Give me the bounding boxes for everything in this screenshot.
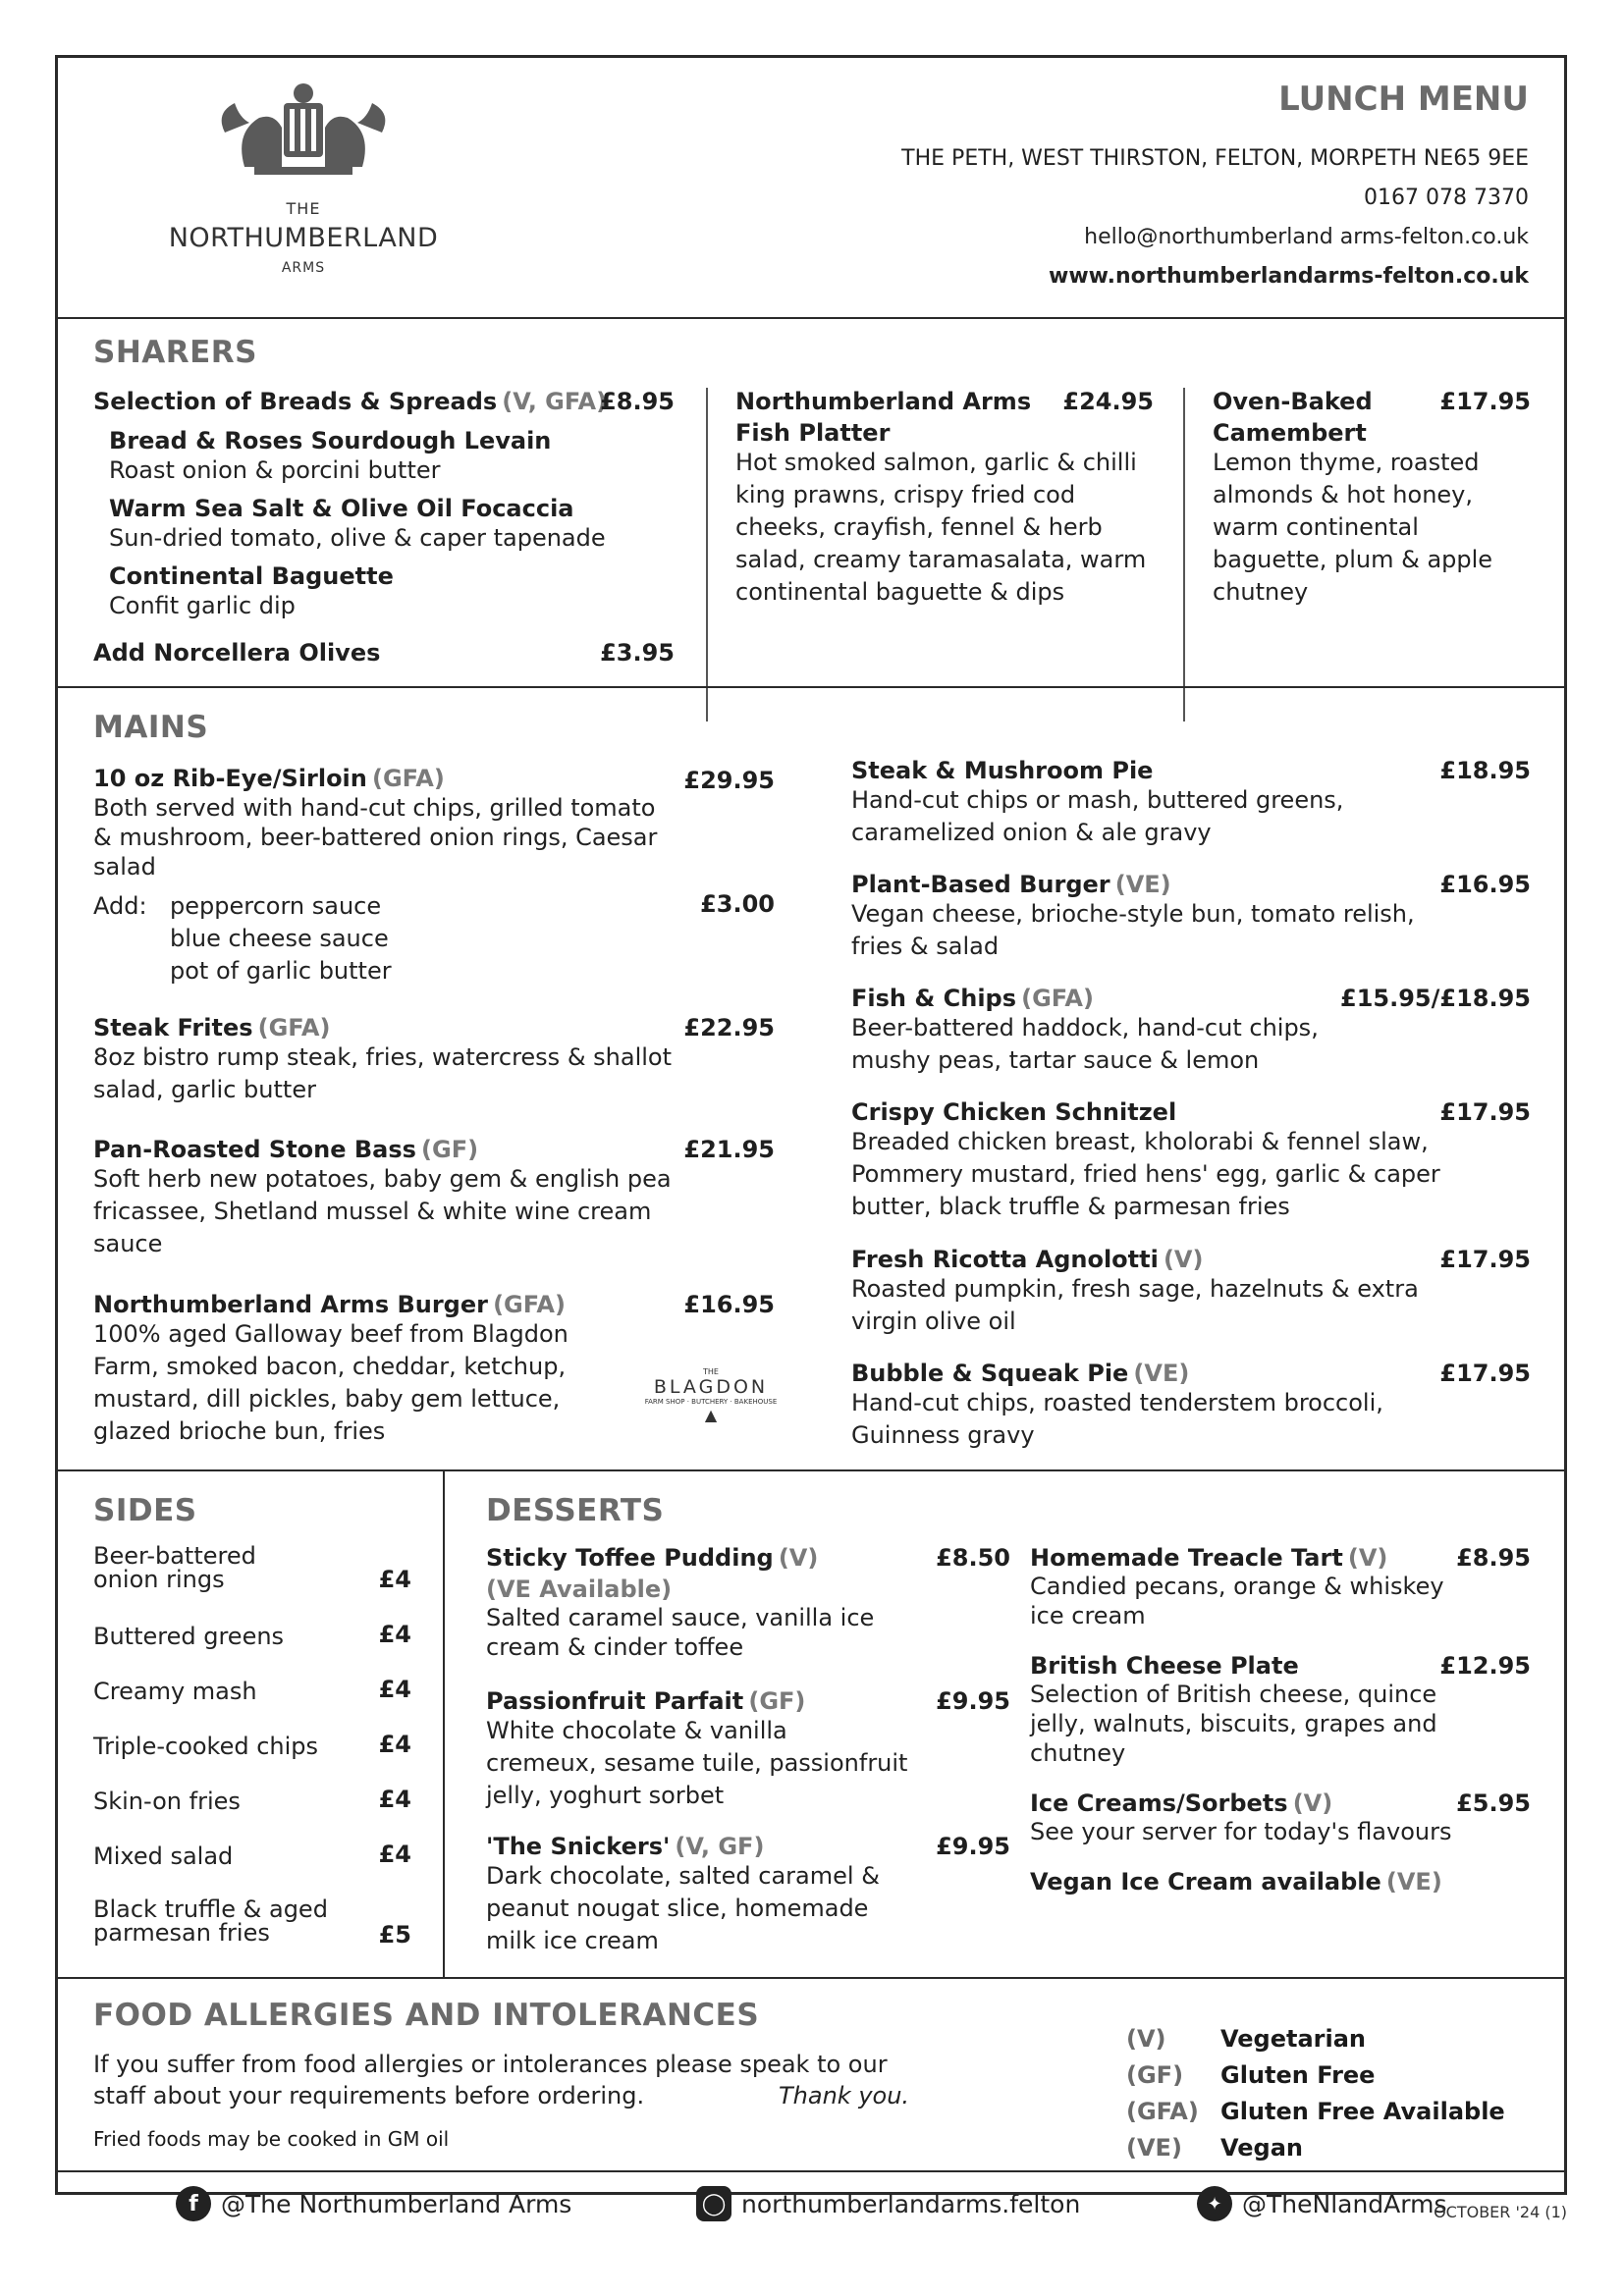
instagram-link[interactable] [696,2186,1080,2221]
item-price: £16.95 [1439,871,1531,898]
desc-line: cremeux, sesame tuile, passionfruit [486,1749,908,1777]
item-name: Oven-Baked [1213,388,1373,415]
mains-title: MAINS [93,710,209,745]
camembert-item [1213,388,1527,609]
item-name-2: Fish Platter [735,419,891,447]
email-link[interactable]: hello@northumberland arms-felton.co.uk [1084,225,1529,249]
desc-line: fries & salad [851,933,1000,960]
item-price: £8.95 [1456,1544,1531,1572]
legend-label: Vegetarian [1220,2025,1367,2053]
cow-icon: ▲ [704,1406,718,1424]
desc-line: warm continental [1213,513,1419,541]
item-tag: (GFA) [1021,985,1094,1012]
desc-line: jelly, walnuts, biscuits, grapes and [1030,1710,1437,1737]
thanks-text: Thank you. [779,2082,910,2109]
platter-item [735,388,1167,609]
item-price: £12.95 [1439,1652,1531,1680]
desc-line: salad, creamy taramasalata, warm [735,546,1147,573]
desc-line: Hand-cut chips or mash, buttered greens, [851,786,1344,814]
item-tag: (VE) [1385,1868,1442,1896]
item-name: Sticky Toffee Pudding [486,1544,774,1572]
legend-key: (V) [1126,2025,1166,2053]
desc-line: Salted caramel sauce, vanilla ice [486,1604,875,1631]
desc-line: White chocolate & vanilla [486,1717,787,1744]
side-item [93,1897,328,1945]
sides-title: SIDES [93,1493,197,1528]
desc-line: glazed brioche bun, fries [93,1417,386,1445]
dessert-item [1030,1868,1521,1896]
side-price: £4 [378,1676,411,1703]
add-price: £3.00 [700,890,775,918]
desc-line: mustard, dill pickles, baby gem lettuce, [93,1385,561,1413]
menu-title: LUNCH MENU [1278,80,1529,119]
breads-sub-2 [109,495,698,555]
desc-line: butter, black truffle & parmesan fries [851,1193,1290,1220]
desc-line: cheeks, crayfish, fennel & herb [735,513,1103,541]
add-options [170,890,392,988]
desc-line: virgin olive oil [851,1308,1016,1335]
logo [168,74,439,290]
olives-name: Add Norcellera Olives [93,639,381,667]
item-name: Fish & Chips [851,985,1017,1012]
desc-line: Lemon thyme, roasted [1213,449,1480,476]
desc-line: & mushroom, beer-battered onion rings, Caesar [93,824,658,851]
main-item [93,1291,643,1448]
twitter-link[interactable] [1197,2186,1447,2221]
desc-line: Both served with hand-cut chips, grilled tomato [93,794,656,822]
legend-label: Vegan [1220,2134,1303,2162]
item-tag: (VE) [1133,1360,1190,1387]
desc-line: sauce [93,1230,163,1257]
item-tag: (GF) [421,1136,479,1163]
desc-line: fricassee, Shetland mussel & white wine cream [93,1198,652,1225]
crest-icon [205,74,402,191]
item-tag: (GFA) [371,765,445,792]
facebook-handle: @The Northumberland Arms [221,2189,572,2218]
blagdon-name: BLAGDON [653,1376,769,1398]
sub-desc: Sun-dried tomato, olive & caper tapenade [109,524,606,552]
item-price: £8.50 [936,1544,1010,1572]
blagdon-the: THE [703,1367,719,1376]
gm-oil-note: Fried foods may be cooked in GM oil [93,2127,450,2151]
legend-label: Gluten Free Available [1220,2098,1505,2125]
legend-row [1126,2098,1505,2125]
item-price: £17.95 [1439,1360,1531,1387]
desc-line: almonds & hot honey, [1213,481,1473,508]
desserts-title: DESSERTS [486,1493,665,1528]
item-name: Northumberland Arms Burger [93,1291,488,1318]
desc-line: See your server for today's flavours [1030,1818,1452,1845]
add-option: blue cheese sauce [170,925,389,952]
item-tag: (GFA) [493,1291,566,1318]
item-tag: (V) [1163,1246,1204,1273]
desc-line: Soft herb new potatoes, baby gem & english pea [93,1165,672,1193]
allergies-text: If you suffer from food allergies or intolerances please speak to our [93,2051,888,2078]
desc-line: caramelized onion & ale gravy [851,819,1212,846]
desc-line: Beer-battered haddock, hand-cut chips, [851,1014,1319,1041]
desc-line: continental baguette & dips [735,578,1065,606]
item-tag: (GFA) [257,1014,331,1041]
desc-line: cream & cinder toffee [486,1633,744,1661]
sub-name: Bread & Roses Sourdough Levain [109,427,552,454]
item-price: £22.95 [683,1014,775,1041]
side-name: Beer-battered [93,1542,256,1570]
sub-name: Warm Sea Salt & Olive Oil Focaccia [109,495,574,522]
website-link[interactable]: www.northumberlandarms-felton.co.uk [1049,264,1529,289]
item-tag: (GF) [748,1687,806,1715]
instagram-icon: ◯ [696,2186,731,2221]
desc-line: 8oz bistro rump steak, fries, watercress & shallot [93,1043,673,1071]
facebook-icon: f [176,2186,211,2221]
desc-line: chutney [1213,578,1309,606]
item-tag-2: (VE Available) [486,1575,673,1603]
desc-line: mushy peas, tartar sauce & lemon [851,1046,1260,1074]
divider [58,1977,1564,1979]
side-price: £4 [378,1731,411,1758]
item-name: 'The Snickers' [486,1833,671,1860]
edition-date: OCTOBER '24 (1) [1434,2203,1567,2221]
item-price: £29.95 [683,767,775,794]
add-option: pot of garlic butter [170,957,392,985]
instagram-handle: northumberlandarms.felton [741,2189,1081,2218]
add-label: Add: [93,892,147,920]
side-item: Buttered greens [93,1623,285,1650]
desc-line: 100% aged Galloway beef from Blagdon [93,1320,568,1348]
desc-line: Hand-cut chips, roasted tenderstem broccoli, [851,1389,1383,1416]
blagdon-sub: FARM SHOP · BUTCHERY · BAKEHOUSE [644,1398,778,1406]
side-price: £4 [378,1566,411,1593]
legend-row [1126,2061,1375,2089]
address: THE PETH, WEST THIRSTON, FELTON, MORPETH NE65 9EE [901,146,1529,171]
side-price: £5 [378,1921,411,1949]
desc-line: Pommery mustard, fried hens' egg, garlic & caper [851,1160,1440,1188]
item-name-2: Camembert [1213,419,1367,447]
item-price: £18.95 [1439,757,1531,784]
legend-key: (GF) [1126,2061,1184,2089]
item-name: Selection of Breads & Spreads [93,388,498,415]
desc-line: Guinness gravy [851,1421,1035,1449]
facebook-link[interactable] [176,2186,571,2221]
item-name: Steak & Mushroom Pie [851,757,1154,784]
sub-desc: Roast onion & porcini butter [109,456,441,484]
olives-price: £3.95 [600,639,675,667]
desc-line: jelly, yoghurt sorbet [486,1782,725,1809]
breads-sub-3 [109,562,698,622]
desc-line: Roasted pumpkin, fresh sage, hazelnuts & extra [851,1275,1419,1303]
item-price: £9.95 [936,1833,1010,1860]
divider [58,317,1564,319]
desc-line: chutney [1030,1739,1126,1767]
sub-desc: Confit garlic dip [109,592,296,619]
desc-line: baguette, plum & apple [1213,546,1493,573]
phone: 0167 078 7370 [1364,186,1529,210]
desc-line: king prawns, crispy fried cod [735,481,1076,508]
twitter-icon: ✦ [1197,2186,1232,2221]
desc-line: salad [93,853,156,881]
desc-line: milk ice cream [486,1927,659,1954]
camembert-price: £17.95 [1439,388,1531,415]
item-tag: (V, GFA) [502,388,608,415]
item-price: £17.95 [1439,1098,1531,1126]
divider [706,388,708,721]
item-name: Fresh Ricotta Agnolotti [851,1246,1159,1273]
divider [443,1469,445,1977]
sharers-title: SHARERS [93,335,258,370]
desc-line: Hot smoked salmon, garlic & chilli [735,449,1137,476]
legend-key: (GFA) [1126,2098,1199,2125]
item-name: British Cheese Plate [1030,1652,1299,1680]
side-price: £4 [378,1786,411,1813]
side-item: Triple-cooked chips [93,1733,319,1760]
side-item: Creamy mash [93,1678,257,1705]
logo-the: THE [286,199,321,218]
breads-price: £8.95 [600,388,675,415]
item-name: Steak Frites [93,1014,253,1041]
logo-arms: ARMS [281,260,326,276]
item-price: £16.95 [683,1291,775,1318]
blagdon-logo [637,1367,785,1424]
item-name: Ice Creams/Sorbets [1030,1789,1288,1817]
legend-key: (VE) [1126,2134,1182,2162]
item-name: Homemade Treacle Tart [1030,1544,1343,1572]
legend-label: Gluten Free [1220,2061,1376,2089]
desc-line: Farm, smoked bacon, cheddar, ketchup, [93,1353,567,1380]
side-name: Black truffle & aged [93,1896,328,1923]
desc-line: Vegan cheese, brioche-style bun, tomato relish, [851,900,1415,928]
divider [58,1469,1564,1471]
divider [1183,388,1185,721]
legend-row [1126,2134,1303,2162]
desc-line: Breaded chicken breast, kholorabi & fennel slaw, [851,1128,1429,1155]
item-name: Crispy Chicken Schnitzel [851,1098,1177,1126]
item-name: Pan-Roasted Stone Bass [93,1136,416,1163]
item-name: Northumberland Arms [735,388,1032,415]
sub-name: Continental Baguette [109,562,394,590]
item-name: Bubble & Squeak Pie [851,1360,1129,1387]
side-name-2: onion rings [93,1566,225,1593]
item-tag: (V) [1292,1789,1333,1817]
divider [58,2170,1564,2172]
item-price: £5.95 [1456,1789,1531,1817]
platter-price: £24.95 [1062,388,1154,415]
item-tag: (V, GF) [675,1833,765,1860]
desc-line: salad, garlic butter [93,1076,316,1103]
side-item: Skin-on fries [93,1788,241,1815]
add-option: peppercorn sauce [170,892,382,920]
desc-line: Dark chocolate, salted caramel & [486,1862,880,1890]
logo-name: NORTHUMBERLAND [168,223,439,253]
item-name: Vegan Ice Cream available [1030,1868,1381,1896]
item-price: £15.95/£18.95 [1340,985,1531,1012]
desc-line: Selection of British cheese, quince [1030,1681,1437,1708]
desc-line: ice cream [1030,1602,1146,1629]
item-price: £21.95 [683,1136,775,1163]
allergies-text-2: staff about your requirements before ordering. [93,2082,645,2109]
side-item: Mixed salad [93,1842,234,1870]
breads-sub-1 [109,427,698,487]
item-tag: (VE) [1114,871,1171,898]
twitter-handle: @TheNlandArms [1242,2189,1447,2218]
side-item [93,1544,256,1591]
allergies-title: FOOD ALLERGIES AND INTOLERANCES [93,1998,760,2033]
item-name: Passionfruit Parfait [486,1687,744,1715]
item-price: £17.95 [1439,1246,1531,1273]
desc-line: peanut nougat slice, homemade [486,1895,869,1922]
divider [58,686,1564,688]
side-price: £4 [378,1841,411,1868]
item-tag: (V) [778,1544,819,1572]
item-tag: (V) [1347,1544,1388,1572]
item-name: Plant-Based Burger [851,871,1110,898]
item-name: 10 oz Rib-Eye/Sirloin [93,765,367,792]
desc-line: Candied pecans, orange & whiskey [1030,1573,1444,1600]
side-price: £4 [378,1621,411,1648]
side-name-2: parmesan fries [93,1919,270,1947]
item-price: £9.95 [936,1687,1010,1715]
legend-row [1126,2025,1366,2053]
